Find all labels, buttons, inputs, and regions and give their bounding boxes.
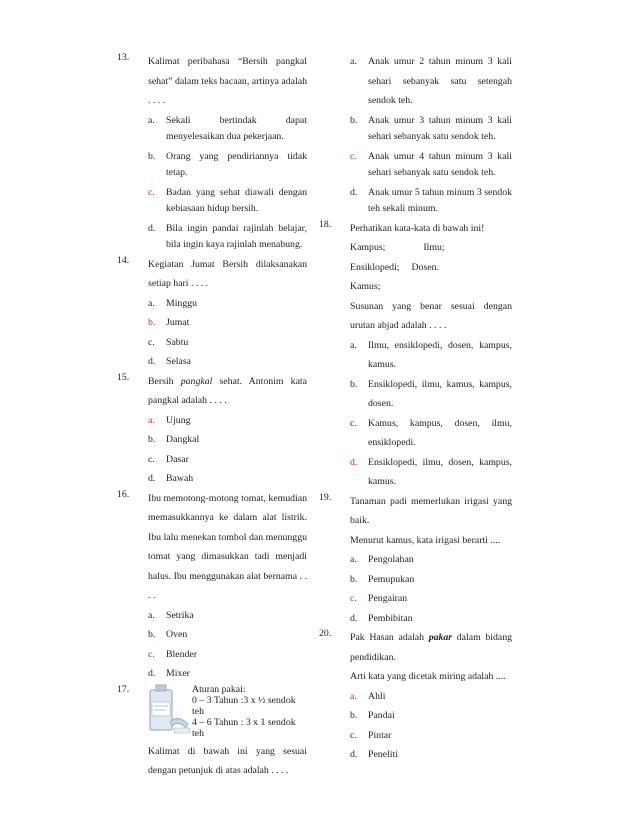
question-19: [319, 492, 512, 629]
options: [148, 606, 307, 684]
question-text: Pak Hasan adalah pakar dalam bidang pendidikan.: [350, 632, 513, 663]
question-text: Kegiatan Jumat Bersih dilaksanakan setiap hari . . . .: [148, 258, 307, 289]
question-13: [117, 52, 307, 255]
option-c[interactable]: c. Sabtu: [148, 336, 189, 348]
options: [350, 687, 512, 765]
answer-letter: d.: [350, 456, 358, 468]
option-b[interactable]: b. Oven: [148, 629, 188, 640]
option-c[interactable]: c. Dasar: [148, 453, 189, 465]
option-c[interactable]: c. Pengairan: [350, 589, 512, 609]
option-a[interactable]: a. Sekali bertindak dapat menyelesaikan dua pekerjaan.: [148, 114, 307, 142]
options: [148, 411, 307, 489]
option-a[interactable]: a. Minggu: [148, 297, 198, 309]
options: [148, 294, 307, 372]
option-d[interactable]: d. Ensiklopedi, ilmu, dosen, kampus, kamus.: [350, 453, 512, 492]
question-text: Kalimat peribahasa “Bersih pangkal sehat” dalam teks bacaan, artinya adalah . . . .: [148, 56, 307, 106]
option-d[interactable]: d. Bawah: [148, 473, 194, 484]
medicine-label: [148, 684, 307, 742]
answer-letter: c.: [350, 593, 357, 604]
answer-letter: a.: [350, 690, 357, 702]
question-text: Kalimat di bawah ini yang sesuai dengan petunjuk di atas adalah . . . .: [148, 745, 307, 776]
option-b[interactable]: b. Dangkal: [148, 434, 200, 445]
question-number: 13.: [117, 52, 130, 63]
question-18: [319, 219, 512, 492]
left-column: [117, 52, 307, 781]
answer-letter: c.: [148, 186, 155, 198]
question-14: [117, 255, 307, 372]
question-number: 15.: [117, 371, 130, 383]
question-number: 14.: [117, 254, 130, 266]
option-b[interactable]: b. Ensiklopedi, ilmu, kamus, kampus, dosen.: [350, 378, 512, 409]
option-d[interactable]: d. Anak umur 5 tahun minum 3 sendok teh sekali minum.: [350, 186, 512, 214]
option-d[interactable]: d. Bila ingin pandai rajinlah belajar, bila ingin kaya rajinlah menabung.: [148, 222, 307, 250]
option-c[interactable]: c. Pintar: [350, 729, 392, 741]
option-a[interactable]: a. Ahli: [350, 687, 512, 707]
instruction: Susunan yang benar sesuai dengan urutan abjad adalah . . . .: [350, 300, 512, 331]
option-d[interactable]: d. Selasa: [148, 356, 192, 367]
question-number: 17.: [117, 683, 130, 695]
option-d[interactable]: d. Mixer: [148, 668, 190, 679]
answer-letter: c.: [350, 150, 357, 162]
question-17: [117, 684, 307, 781]
question-text: Ibu memotong-motong tomat, kemudian memasukkannya ke dalam alat listrik. Ibu lalu menekan tombol dan menunggu tomat yang dimasukkan tadi menjadi halus. Ibu menggunakan alat bernama . . . .: [148, 492, 307, 601]
medicine-bottle-icon: [148, 684, 192, 736]
question-number: 19.: [319, 491, 332, 503]
option-a[interactable]: a. Ujung: [148, 411, 307, 431]
option-b[interactable]: b. Orang yang pendiriannya tidak tetap.: [148, 150, 307, 178]
usage-rules: Aturan pakai: 0 – 3 Tahun :3 x ½ sendok teh 4 – 6 Tahun : 3 x 1 sendok teh: [192, 683, 296, 739]
option-c[interactable]: c. Anak umur 4 tahun minum 3 kali sehari sebanyak satu sendok teh.: [350, 147, 512, 183]
question-text: Perhatikan kata-kata di bawah ini!: [350, 222, 485, 234]
question-number: 20.: [319, 628, 332, 639]
option-c[interactable]: c. Blender: [148, 645, 307, 665]
option-b[interactable]: b. Pandai: [350, 710, 395, 721]
question-text: Bersih pangkal sehat. Antonim kata pangkal adalah . . . .: [148, 375, 307, 406]
option-b[interactable]: b. Anak umur 3 tahun minum 3 kali sehari sebanyak satu sendok teh.: [350, 114, 512, 142]
option-b[interactable]: b. Pemupukan: [350, 573, 415, 585]
option-a[interactable]: a. Anak umur 2 tahun minum 3 kali sehari sebanyak satu setengah sendok teh.: [350, 56, 512, 106]
option-a[interactable]: a. Pengolahan: [350, 554, 414, 565]
option-d[interactable]: d. Pembibitan: [350, 612, 413, 624]
instruction: Arti kata yang dicetak miring adalah ....: [350, 671, 506, 682]
option-c[interactable]: c. Badan yang sehat diawali dengan kebiasaan hidup bersih.: [148, 183, 307, 219]
options: [148, 111, 307, 255]
options: [350, 336, 512, 492]
question-20: [319, 628, 512, 765]
option-a[interactable]: a. Setrika: [148, 609, 194, 621]
answer-letter: b.: [148, 317, 156, 328]
right-column: [319, 52, 513, 765]
option-c[interactable]: c. Kamus, kampus, dosen, ilmu, ensiklopedi.: [350, 417, 512, 448]
question-number: 18.: [319, 218, 332, 230]
question-text: Tanaman padi memerlukan irigasi yang baik.: [350, 495, 512, 526]
question-17-options: [330, 52, 512, 219]
option-a[interactable]: a. Ilmu, ensiklopedi, dosen, kampus, kamus.: [350, 339, 512, 370]
question-16: [117, 489, 307, 684]
options: [350, 550, 512, 628]
question-number: 16.: [117, 488, 130, 500]
question-15: [117, 372, 307, 489]
option-b[interactable]: b. Jumat: [148, 313, 307, 333]
option-d[interactable]: d. Peneliti: [350, 749, 398, 760]
word-list: Kampus; Ilmu; Ensiklopedi; Dosen. Kamus;: [350, 242, 445, 292]
answer-letter: a.: [148, 414, 155, 426]
answer-letter: c.: [148, 648, 155, 660]
instruction: Menurut kamus, kata irigasi berarti ....: [350, 534, 501, 546]
